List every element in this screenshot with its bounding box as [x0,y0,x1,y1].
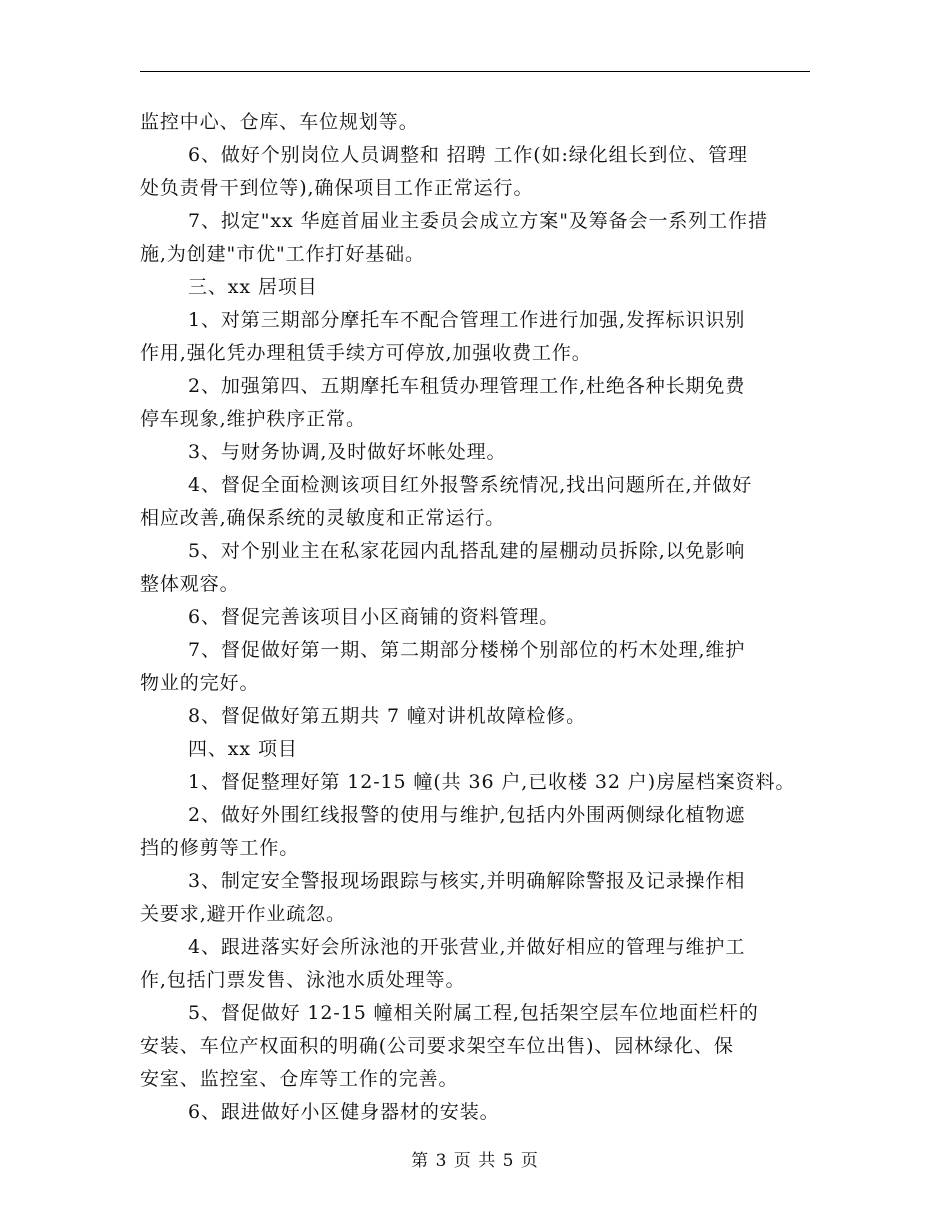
text-line: 施,为创建"市优"工作打好基础。 [140,243,425,265]
text-line: 4、跟进落实好会所泳池的开张营业,并做好相应的管理与维护工 [188,936,746,958]
text-line: 处负责骨干到位等),确保项目工作正常运行。 [140,177,534,199]
text-line: 6、做好个别岗位人员调整和 招聘 工作(如:绿化组长到位、管理 [188,144,748,166]
text-line: 安装、车位产权面积的明确(公司要求架空车位出售)、园林绿化、保 [140,1035,734,1057]
text-line: 关要求,避开作业疏忽。 [140,903,346,925]
text-line: 7、拟定"xx 华庭首届业主委员会成立方案"及筹备会一系列工作措 [188,210,768,232]
text-line: 1、对第三期部分摩托车不配合管理工作进行加强,发挥标识识别 [188,309,746,331]
text-line: 6、督促完善该项目小区商铺的资料管理。 [188,606,560,628]
text-line: 整体观容。 [140,573,240,595]
text-line: 挡的修剪等工作。 [140,837,300,859]
text-line: 三、xx 居项目 [188,276,318,298]
text-line: 3、与财务协调,及时做好坏帐处理。 [188,441,507,463]
text-line: 5、督促做好 12-15 幢相关附属工程,包括架空层车位地面栏杆的 [188,1002,759,1024]
text-line: 作用,强化凭办理租赁手续方可停放,加强收费工作。 [140,342,592,364]
page-footer: 第 3 页 共 5 页 [411,1151,539,1171]
text-line: 四、xx 项目 [188,738,298,760]
text-line: 8、督促做好第五期共 7 幢对讲机故障检修。 [188,705,587,727]
text-line: 3、制定安全警报现场跟踪与核实,并明确解除警报及记录操作相 [188,870,746,892]
text-line: 安室、监控室、仓库等工作的完善。 [140,1068,459,1090]
header-rule [140,71,810,72]
text-line: 监控中心、仓库、车位规划等。 [140,111,419,133]
text-line: 2、加强第四、五期摩托车租赁办理管理工作,杜绝各种长期免费 [188,375,746,397]
text-line: 作,包括门票发售、泳池水质处理等。 [140,969,466,991]
text-line: 停车现象,维护秩序正常。 [140,408,366,430]
text-line: 6、跟进做好小区健身器材的安装。 [188,1101,500,1123]
document-body [140,106,810,1129]
text-line: 相应改善,确保系统的灵敏度和正常运行。 [140,507,506,529]
text-line: 7、督促做好第一期、第二期部分楼梯个别部位的朽木处理,维护 [188,639,746,661]
text-line: 物业的完好。 [140,672,260,694]
text-line: 4、督促全面检测该项目红外报警系统情况,找出问题所在,并做好 [188,474,753,496]
text-line: 5、对个别业主在私家花园内乱搭乱建的屋棚动员拆除,以免影响 [188,540,746,562]
text-line: 1、督促整理好第 12-15 幢(共 36 户,已收楼 32 户)房屋档案资料。 [188,771,796,793]
text-line: 2、做好外围红线报警的使用与维护,包括内外围两侧绿化植物遮 [188,804,746,826]
